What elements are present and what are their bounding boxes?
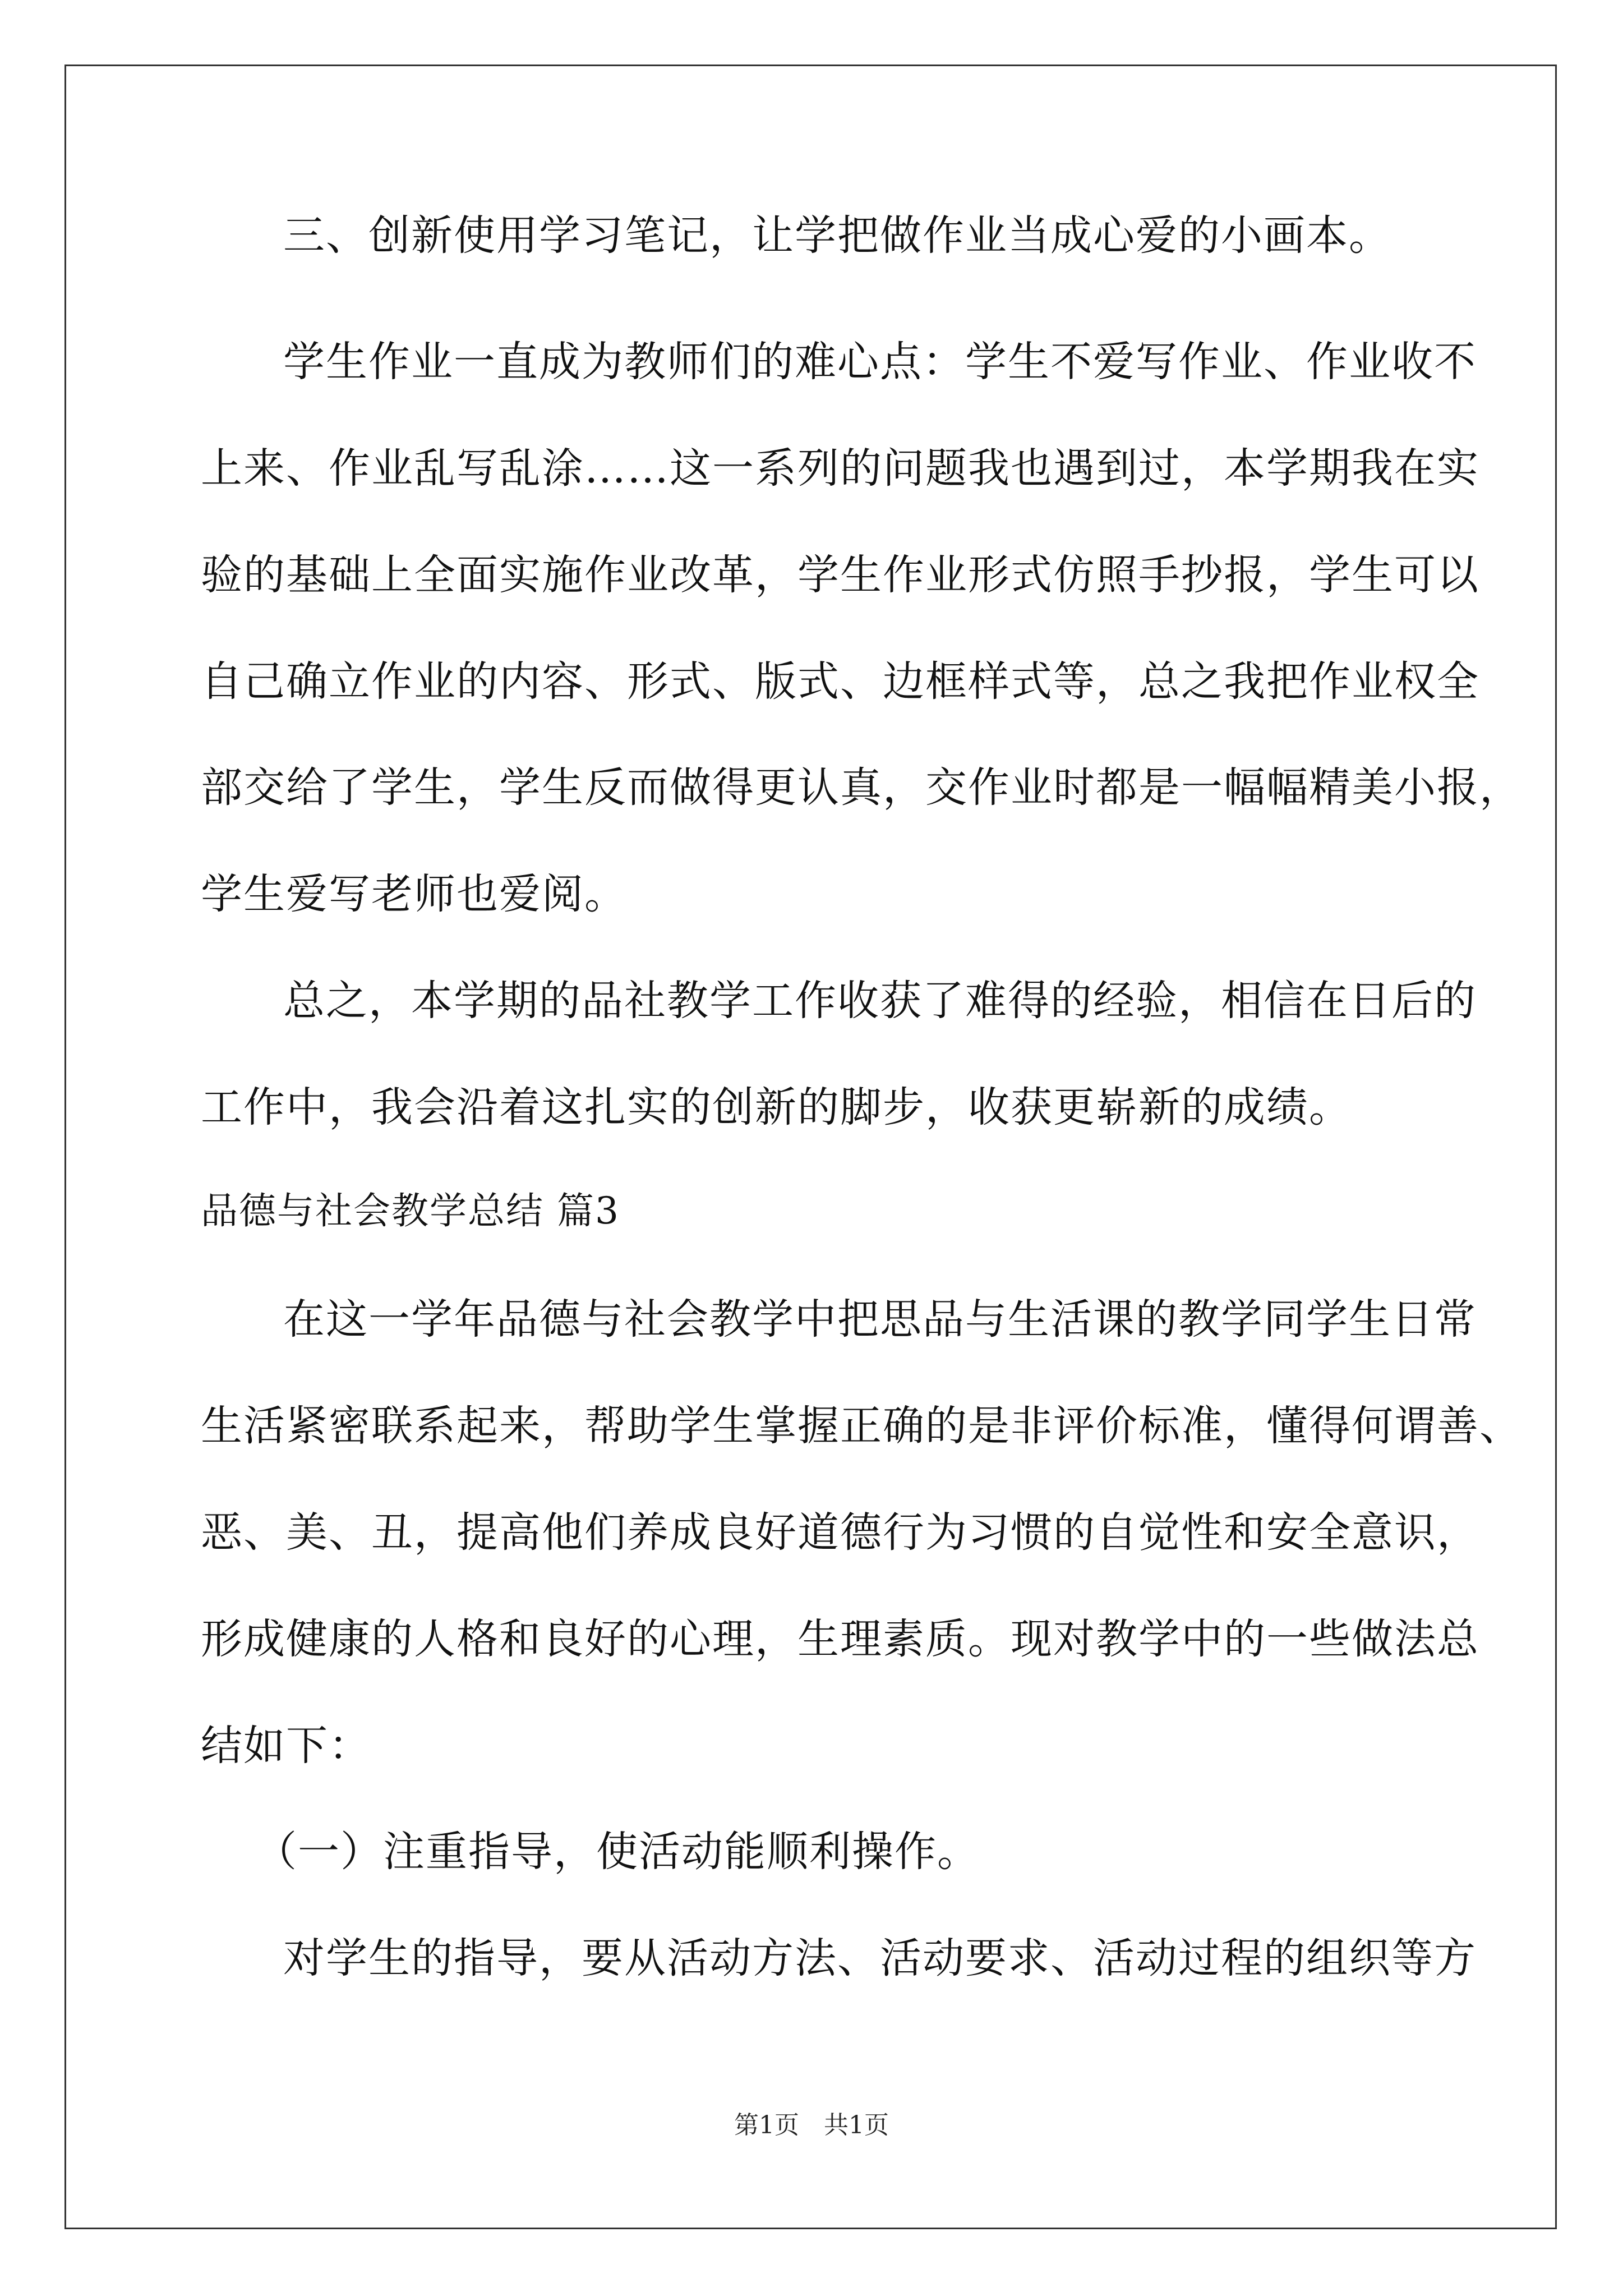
paragraph-line: 部交给了学生，学生反而做得更认真，交作业时都是一幅幅精美小报，: [201, 763, 1522, 812]
paragraph-line: 恶、美、丑，提高他们养成良好道德行为习惯的自觉性和安全意识，: [201, 1508, 1479, 1557]
paragraph-line: 工作中，我会沿着这扎实的创新的脚步，收获更崭新的成绩。: [201, 1083, 1352, 1131]
subsection-heading: （一）注重指导，使活动能顺利操作。: [255, 1828, 980, 1876]
paragraph-line: 总之，本学期的品社教学工作收获了难得的经验，相信在日后的: [283, 977, 1477, 1025]
paragraph-line: 结如下：: [201, 1722, 371, 1770]
paragraph-line: 对学生的指导，要从活动方法、活动要求、活动过程的组织等方: [283, 1934, 1477, 1982]
paragraph-line: 三、创新使用学习笔记，让学把做作业当成心爱的小画本。: [283, 211, 1391, 260]
paragraph-line: 在这一学年品德与社会教学中把思品与生活课的教学同学生日常: [283, 1295, 1477, 1343]
paragraph-line: 学生爱写老师也爱阅。: [201, 870, 627, 918]
paragraph-line: 验的基础上全面实施作业改革，学生作业形式仿照手抄报，学生可以: [201, 551, 1479, 599]
section-heading: 品德与社会教学总结 篇3: [201, 1189, 620, 1232]
page-footer: 第1页 共1页: [734, 2111, 889, 2139]
paragraph-line: 生活紧密联系起来，帮助学生掌握正确的是非评价标准，懂得何谓善、: [201, 1402, 1522, 1450]
paragraph-line: 形成健康的人格和良好的心理，生理素质。现对教学中的一些做法总: [201, 1615, 1479, 1663]
paragraph-line: 上来、作业乱写乱涂……这一系列的问题我也遇到过，本学期我在实: [201, 444, 1479, 493]
paragraph-line: 自己确立作业的内容、形式、版式、边框样式等，总之我把作业权全: [201, 657, 1479, 706]
page-border: [64, 65, 1557, 2229]
paragraph-line: 学生作业一直成为教师们的难心点：学生不爱写作业、作业收不: [283, 338, 1477, 386]
